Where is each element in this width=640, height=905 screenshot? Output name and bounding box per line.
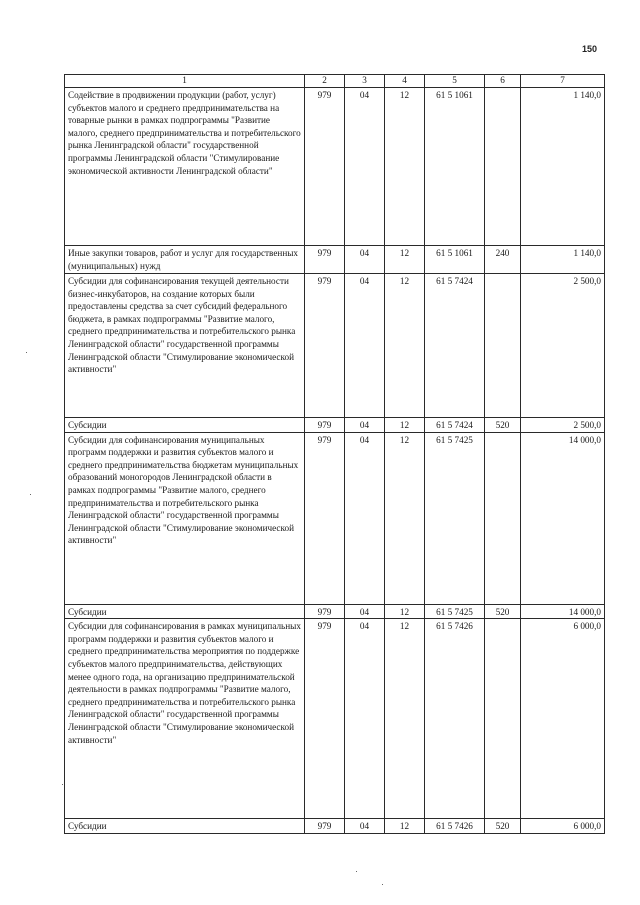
target-code: 61 5 1061	[425, 246, 485, 274]
item-name: Субсидии	[65, 819, 305, 834]
page-number: 150	[582, 44, 598, 54]
section-code: 04	[345, 418, 385, 433]
item-name: Субсидии	[65, 418, 305, 433]
header-row	[65, 75, 605, 88]
table-row	[65, 274, 605, 418]
amount: 6 000,0	[521, 819, 605, 834]
subsection-code: 12	[385, 604, 425, 619]
column-header: 3	[345, 75, 385, 88]
target-code: 61 5 7426	[425, 819, 485, 834]
column-header: 1	[65, 75, 305, 88]
amount: 14 000,0	[521, 604, 605, 619]
subsection-code: 12	[385, 274, 425, 418]
subsection-code: 12	[385, 819, 425, 834]
subsection-code: 12	[385, 246, 425, 274]
item-name: Субсидии	[65, 604, 305, 619]
table-row	[65, 418, 605, 433]
admin-code: 979	[305, 432, 345, 604]
admin-code: 979	[305, 246, 345, 274]
scan-speck	[382, 884, 383, 885]
amount: 6 000,0	[521, 619, 605, 819]
item-name: Иные закупки товаров, работ и услуг для государственных (муниципальных) нужд	[65, 246, 305, 274]
amount: 14 000,0	[521, 432, 605, 604]
section-code: 04	[345, 274, 385, 418]
expense-type: 520	[485, 819, 521, 834]
expense-type: 240	[485, 246, 521, 274]
expense-type	[485, 619, 521, 819]
expense-type	[485, 274, 521, 418]
table-row	[65, 619, 605, 819]
item-name: Содействие в продвижении продукции (работ, услуг) субъектов малого и среднего предпринимательства на товарные рынки в рамках подпрограммы "Развитие малого, среднего предпринимательства и потребительского рынка Ленинградской области" государственной программы Ленинградской области "Стимулирование экономической активности Ленинградской области"	[65, 88, 305, 246]
admin-code: 979	[305, 819, 345, 834]
column-header: 5	[425, 75, 485, 88]
target-code: 61 5 7424	[425, 274, 485, 418]
admin-code: 979	[305, 619, 345, 819]
admin-code: 979	[305, 274, 345, 418]
subsection-code: 12	[385, 418, 425, 433]
target-code: 61 5 7425	[425, 432, 485, 604]
column-header: 6	[485, 75, 521, 88]
target-code: 61 5 7424	[425, 418, 485, 433]
item-name: Субсидии для софинансирования муниципальных программ поддержки и развития субъектов малого и среднего предпринимательства бюджетам муниципальных образований моногородов Ленинградской области в рамках подпрограммы "Развитие малого, среднего предпринимательства и потребительского рынка Ленинградской области" государственной программы Ленинградской области "Стимулирование экономической активности"	[65, 432, 305, 604]
budget-table	[64, 74, 605, 834]
item-name: Субсидии для софинансирования текущей деятельности бизнес-инкубаторов, на создание которых были предоставлены средства за счет субсидий федерального бюджета, в рамках подпрограммы "Развитие малого, среднего предпринимательства и потребительского рынка Ленинградской области" государственной программы Ленинградской области "Стимулирование экономической активности"	[65, 274, 305, 418]
section-code: 04	[345, 246, 385, 274]
amount: 2 500,0	[521, 274, 605, 418]
expense-type: 520	[485, 418, 521, 433]
target-code: 61 5 7425	[425, 604, 485, 619]
expense-type: 520	[485, 604, 521, 619]
scan-speck	[62, 784, 63, 785]
section-code: 04	[345, 604, 385, 619]
scan-speck	[356, 871, 357, 872]
expense-type	[485, 88, 521, 246]
amount: 1 140,0	[521, 88, 605, 246]
subsection-code: 12	[385, 432, 425, 604]
admin-code: 979	[305, 604, 345, 619]
expense-type	[485, 432, 521, 604]
subsection-code: 12	[385, 88, 425, 246]
scan-speck	[26, 352, 27, 353]
target-code: 61 5 1061	[425, 88, 485, 246]
table-row	[65, 246, 605, 274]
subsection-code: 12	[385, 619, 425, 819]
section-code: 04	[345, 88, 385, 246]
column-header: 7	[521, 75, 605, 88]
table-row	[65, 88, 605, 246]
table-row	[65, 432, 605, 604]
item-name: Субсидии для софинансирования в рамках муниципальных программ поддержки и развития субъектов малого и среднего предпринимательства мероприятия по поддержке субъектов малого предпринимательства, действующих менее одного года, на организацию предпринимательской деятельности в рамках подпрограммы "Развитие малого, среднего предпринимательства и потребительского рынка Ленинградской области" государственной программы Ленинградской области "Стимулирование экономической активности"	[65, 619, 305, 819]
admin-code: 979	[305, 418, 345, 433]
table-row	[65, 604, 605, 619]
section-code: 04	[345, 619, 385, 819]
column-header: 2	[305, 75, 345, 88]
table-row	[65, 819, 605, 834]
amount: 2 500,0	[521, 418, 605, 433]
section-code: 04	[345, 432, 385, 604]
admin-code: 979	[305, 88, 345, 246]
amount: 1 140,0	[521, 246, 605, 274]
section-code: 04	[345, 819, 385, 834]
target-code: 61 5 7426	[425, 619, 485, 819]
column-header: 4	[385, 75, 425, 88]
scan-speck	[30, 494, 31, 495]
